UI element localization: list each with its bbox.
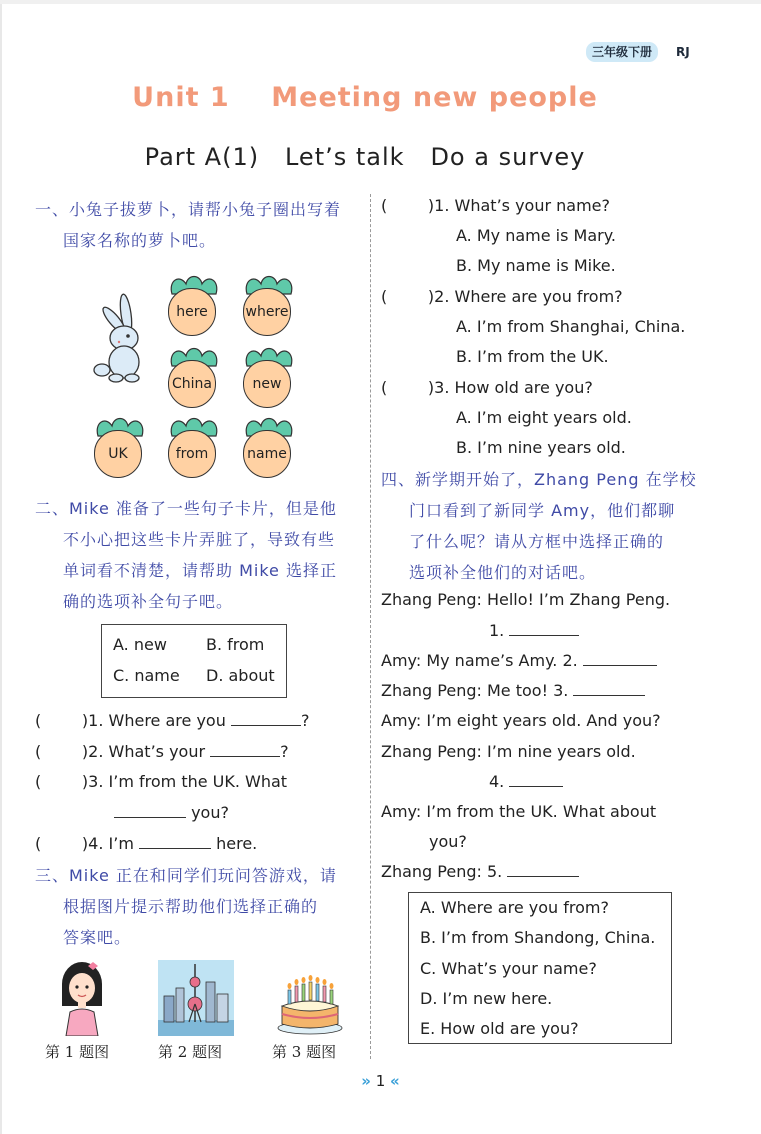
answer-blank[interactable] (583, 651, 657, 666)
dialogue-line-9: you? (429, 832, 467, 851)
footer-right-arrows: « (390, 1072, 400, 1090)
section-2-options-box (101, 624, 287, 698)
carrot-word: name (243, 430, 291, 478)
pic-1-label: 第 1 题图 (45, 1043, 110, 1061)
footer-left-arrows: » (361, 1072, 371, 1090)
section-1-title-line1: 一、小兔子拔萝卜，请帮小兔子圈出写着 (35, 200, 342, 219)
dialogue-text: Amy: My name’s Amy. 2. (381, 651, 578, 670)
s2-q2-text: ( )2. What’s your (35, 742, 206, 761)
s2-q2-end: ? (280, 742, 289, 761)
pic-3-label: 第 3 题图 (272, 1043, 337, 1061)
section-1-instructions (35, 194, 365, 256)
answer-blank[interactable] (210, 742, 280, 757)
s3-question-3: ( )3. How old are you? (381, 378, 593, 397)
section-2-line2: 不小心把这些卡片弄脏了，导致有些 (63, 530, 336, 549)
section-2-line4: 确的选项补全句子吧。 (63, 592, 234, 611)
s3-q2-option-b: B. I’m from the UK. (456, 347, 609, 366)
carrot-word: here (168, 288, 216, 336)
dialogue-option-a: A. Where are you from? (420, 898, 609, 917)
answer-blank[interactable] (139, 834, 211, 849)
dialogue-option-d: D. I’m new here. (420, 989, 553, 1008)
dialogue-text: Zhang Peng: Me too! 3. (381, 681, 569, 700)
grade-badge: 三年级下册 (586, 42, 658, 62)
dialogue-number: 1. (489, 621, 505, 640)
dialogue-option-c: C. What’s your name? (420, 959, 597, 978)
s2-question-4 (35, 829, 257, 859)
carrot-word: from (168, 430, 216, 478)
answer-blank[interactable] (573, 681, 645, 696)
dialogue-line-1: Zhang Peng: Hello! I’m Zhang Peng. (381, 590, 671, 609)
part-title: Part A(1) Let’s talk Do a survey (144, 143, 586, 171)
option-c: C. name (113, 666, 180, 685)
section-1-title-line2: 国家名称的萝卜吧。 (63, 231, 217, 250)
s3-q2-option-a: A. I’m from Shanghai, China. (456, 317, 686, 336)
section-2-instructions (35, 493, 365, 617)
s2-q4-end: here. (211, 834, 258, 853)
carrot-new[interactable] (241, 344, 297, 410)
carrot-word: China (168, 360, 216, 408)
section-2-line1: 二、Mike 准备了一些句子卡片，但是他 (35, 499, 337, 518)
section-4-line1: 四、新学期开始了，Zhang Peng 在学校 (381, 470, 697, 489)
carrot-from[interactable] (166, 414, 222, 480)
s3-q1-option-a: A. My name is Mary. (456, 226, 616, 245)
carrot-china[interactable] (166, 344, 222, 410)
unit-title: Unit 1 Meeting new people (132, 82, 598, 113)
page-footer (0, 1072, 761, 1090)
dialogue-line-3 (381, 646, 657, 676)
section-4-line2: 门口看到了新同学 Amy，他们都聊 (409, 501, 676, 520)
s2-q3-text: ( )3. I’m from the UK. What (35, 772, 288, 791)
carrot-name[interactable] (241, 414, 297, 480)
answer-blank[interactable] (231, 711, 301, 726)
column-divider (370, 194, 371, 1059)
shanghai-skyline-picture (158, 960, 234, 1036)
dialogue-line-2 (489, 616, 579, 646)
s3-q3-option-b: B. I’m nine years old. (456, 438, 626, 457)
answer-blank[interactable] (509, 621, 579, 636)
section-4-instructions (381, 464, 711, 588)
section-3-instructions (35, 860, 365, 953)
page-number: 1 (375, 1072, 386, 1090)
section-2-line3: 单词看不清楚，请帮助 Mike 选择正 (63, 561, 337, 580)
section-4-line3: 了什么呢？请从方框中选择正确的 (409, 532, 665, 551)
s2-q3-end: you? (186, 803, 229, 822)
carrot-where[interactable] (241, 272, 297, 338)
answer-blank[interactable] (507, 862, 579, 877)
s3-question-1: ( )1. What’s your name? (381, 196, 610, 215)
option-b: B. from (206, 635, 265, 654)
s2-question-3 (35, 767, 287, 797)
birthday-cake-picture (276, 966, 344, 1036)
s2-q4-text: ( )4. I’m (35, 834, 134, 853)
s2-question-1 (35, 706, 309, 736)
section-4-line4: 选项补全他们的对话吧。 (409, 563, 597, 582)
dialogue-number: 4. (489, 772, 505, 791)
dialogue-line-8: Amy: I’m from the UK. What about (381, 802, 657, 821)
section-3-line3: 答案吧。 (63, 928, 132, 947)
girl-picture (58, 960, 106, 1036)
edition-label: RJ (676, 45, 690, 59)
s2-q1-text: ( )1. Where are you (35, 711, 226, 730)
section-3-line1: 三、Mike 正在和同学们玩问答游戏，请 (35, 866, 337, 885)
dialogue-option-e: E. How old are you? (420, 1019, 579, 1038)
section-4-options-box (408, 892, 672, 1044)
answer-blank[interactable] (509, 772, 563, 787)
dialogue-line-7 (489, 767, 563, 797)
rabbit-illustration (86, 292, 148, 384)
s2-q1-end: ? (300, 711, 310, 730)
dialogue-text: Zhang Peng: 5. (381, 862, 503, 881)
s2-question-3-cont (114, 798, 229, 828)
pic-2-label: 第 2 题图 (158, 1043, 223, 1061)
carrot-word: where (243, 288, 291, 336)
dialogue-line-6: Zhang Peng: I’m nine years old. (381, 742, 636, 761)
option-a: A. new (113, 635, 167, 654)
top-edge (0, 0, 761, 4)
dialogue-line-10 (381, 857, 579, 887)
s3-q3-option-a: A. I’m eight years old. (456, 408, 632, 427)
answer-blank[interactable] (114, 803, 186, 818)
s3-q1-option-b: B. My name is Mike. (456, 256, 616, 275)
s2-question-2 (35, 737, 289, 767)
option-d: D. about (206, 666, 275, 685)
carrot-word: UK (94, 430, 142, 478)
dialogue-line-5: Amy: I’m eight years old. And you? (381, 711, 661, 730)
s3-question-2: ( )2. Where are you from? (381, 287, 623, 306)
dialogue-option-b: B. I’m from Shandong, China. (420, 928, 656, 947)
carrot-word: new (243, 360, 291, 408)
carrot-uk[interactable] (92, 414, 148, 480)
section-3-line2: 根据图片提示帮助他们选择正确的 (63, 897, 319, 916)
carrot-here[interactable] (166, 272, 222, 338)
dialogue-line-4 (381, 676, 645, 706)
